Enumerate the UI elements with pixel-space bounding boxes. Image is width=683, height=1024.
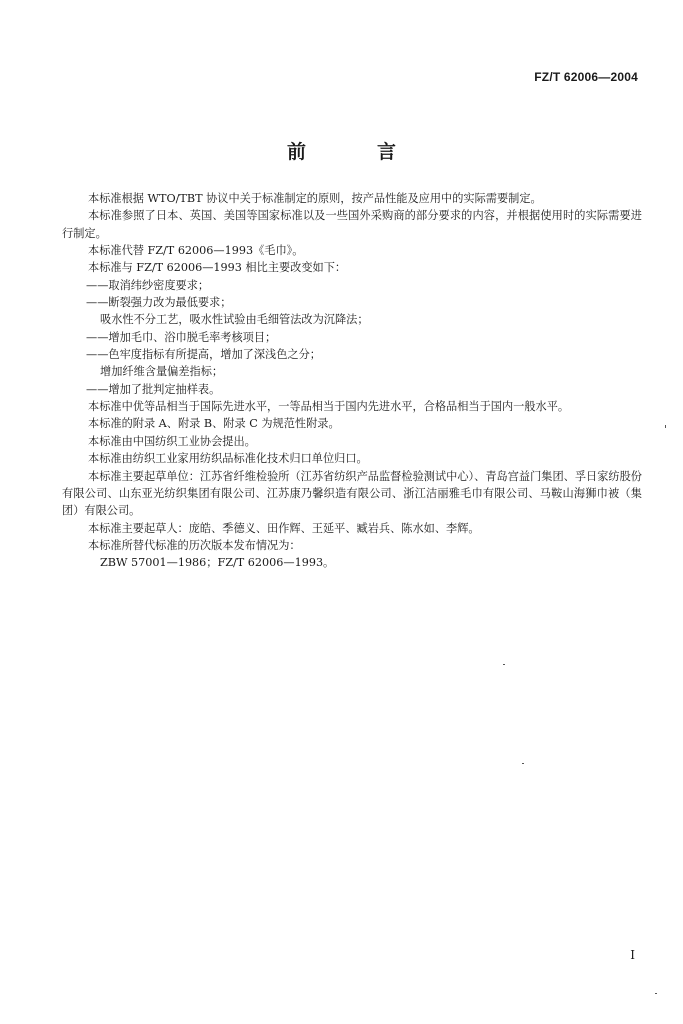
paragraph: 本标准主要起草单位：江苏省纤维检验所（江苏省纺织产品监督检验测试中心）、青岛宫益门集团、孚日家纺股份有限公司、山东亚光纺织集团有限公司、江苏康乃馨织造有限公司、浙江洁丽雅毛巾有限公司、马鞍山海狮巾被（集团）有限公司。 (62, 469, 642, 518)
list-item: ——断裂强力改为最低要求； (86, 296, 232, 310)
page-number: I (630, 948, 635, 962)
paragraph: 本标准的附录 A、附录 B、附录 C 为规范性附录。 (88, 417, 340, 431)
paragraph: 本标准参照了日本、英国、美国等国家标准以及一些国外采购商的部分要求的内容，并根据使用时的实际需要进行制定。 (62, 209, 642, 240)
page-title: 前 言 (286, 141, 422, 163)
paragraph: 本标准根据 WTO/TBT 协议中关于标准制定的原则，按产品性能及应用中的实际需要制定。 (88, 192, 542, 205)
paragraph: 本标准所替代标准的历次版本发布情况为： (88, 538, 301, 552)
scan-speck (522, 763, 524, 764)
scan-speck (665, 425, 666, 428)
paragraph: 本标准由中国纺织工业协会提出。 (88, 434, 256, 448)
list-item: ——增加了批判定抽样表。 (86, 382, 221, 396)
list-item: 吸水性不分工艺，吸水性试验由毛细管法改为沉降法； (100, 313, 369, 327)
paragraph: 本标准中优等品相当于国际先进水平，一等品相当于国内先进水平，合格品相当于国内一般水平。 (88, 400, 570, 414)
standard-code: FZ/T 62006—2004 (534, 70, 638, 84)
paragraph: 本标准主要起草人：庞皓、季德义、田作辉、王延平、臧岩兵、陈水如、李辉。 (88, 521, 480, 535)
list-item: 增加纤维含量偏差指标； (100, 365, 224, 379)
list-item: ——色牢度指标有所提高，增加了深浅色之分； (86, 348, 321, 362)
list-item: ——增加毛巾、浴巾脱毛率考核项目； (86, 330, 277, 344)
paragraph: 本标准代替 FZ/T 62006—1993《毛巾》。 (88, 244, 304, 258)
paragraph: 本标准由纺织工业家用纺织品标准化技术归口单位归口。 (88, 452, 368, 466)
scan-speck (503, 664, 505, 665)
foreword-body (62, 190, 642, 572)
paragraph: 本标准与 FZ/T 62006—1993 相比主要改变如下： (88, 261, 347, 275)
scan-speck (655, 993, 657, 994)
paragraph: ZBW 57001—1986；FZ/T 62006—1993。 (100, 556, 335, 570)
list-item: ——取消纬纱密度要求； (86, 278, 210, 292)
